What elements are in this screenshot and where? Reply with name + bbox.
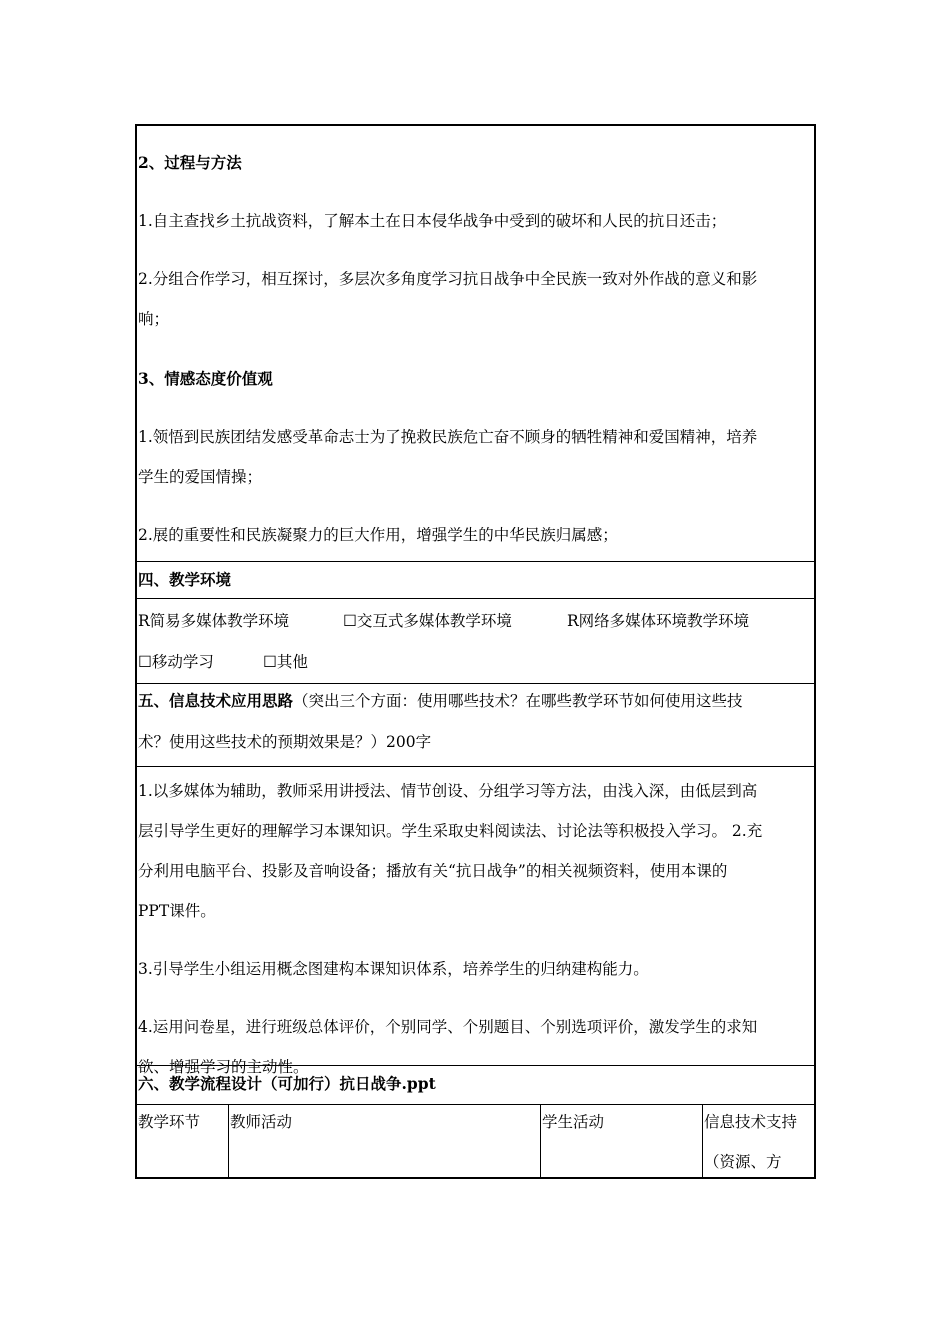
flow-col-student [541,1105,703,1177]
heading-it-application-note: （突出三个方面：使用哪些技术？在哪些教学环节如何使用这些技 [293,692,743,710]
it-text: 层引导学生更好的理解学习本课知识。学生采取史料阅读法、讨论法等积极投入学习。 2.充 [138,822,763,840]
it-heading-row [137,684,814,767]
env-option-network-multimedia: R网络多媒体环境教学环境 [567,612,750,630]
heading-process-method: 2、过程与方法 [138,153,242,172]
it-text: 分利用电脑平台、投影及音响设备；播放有关“抗日战争”的相关视频资料，使用本课的 [138,862,728,880]
lesson-plan-table [135,124,816,1179]
heading-it-application [138,691,743,711]
flow-col-it-support [703,1105,814,1177]
flow-col-it-support-label: （资源、方 [704,1153,782,1171]
heading-teaching-flow: 六、教学流程设计（可加行）抗日战争.ppt [138,1074,436,1093]
it-text: 1.以多媒体为辅助，教师采用讲授法、情节创设、分组学习等方法，由浅入深，由低层到高 [138,782,758,800]
flow-col-stage [137,1105,229,1177]
goals-section [137,126,814,562]
env-heading-row [137,562,814,599]
flow-col-teacher [229,1105,541,1177]
flow-col-stage-label: 教学环节 [138,1113,201,1131]
it-text: PPT课件。 [138,902,216,920]
flow-table-header-row [137,1105,814,1177]
flow-col-teacher-label: 教师活动 [230,1113,293,1131]
it-text: 欲、增强学习的主动性。 [138,1058,309,1076]
flow-heading-row [137,1066,814,1105]
heading-it-application-note: 术？使用这些技术的预期效果是？）200字 [138,733,432,751]
env-options-row [137,599,814,684]
it-text: 4.运用问卷星，进行班级总体评价，个别同学、个别题目、个别选项评价，激发学生的求知 [138,1018,758,1036]
flow-col-student-label: 学生活动 [542,1113,605,1131]
heading-emotion-values: 3、情感态度价值观 [138,369,273,388]
heading-teaching-environment: 四、教学环境 [138,570,232,589]
goal-text: 学生的爱国情操； [138,468,263,486]
goal-text: 2.分组合作学习，相互探讨，多层次多角度学习抗日战争中全民族一致对外作战的意义和影 [138,270,758,288]
heading-it-application-bold: 五、信息技术应用思路 [138,691,294,710]
goal-text: 响； [138,310,170,328]
it-body-row [137,767,814,1076]
env-option-mobile-learning: ☐移动学习 [138,653,214,671]
goal-text: 1.自主查找乡土抗战资料，了解本土在日本侵华战争中受到的破坏和人民的抗日还击； [138,212,727,230]
it-text: 3.引导学生小组运用概念图建构本课知识体系，培养学生的归纳建构能力。 [138,960,649,978]
flow-col-it-support-label: 信息技术支持 [704,1113,798,1131]
env-option-interactive-multimedia: ☐交互式多媒体教学环境 [343,612,512,630]
goal-text: 1.领悟到民族团结发感受革命志士为了挽救民族危亡奋不顾身的牺牲精神和爱国精神，培养 [138,428,758,446]
goal-text: 2.展的重要性和民族凝聚力的巨大作用，增强学生的中华民族归属感； [138,526,618,544]
env-option-simple-multimedia: R简易多媒体教学环境 [138,612,290,630]
env-option-other: ☐其他 [263,653,308,671]
